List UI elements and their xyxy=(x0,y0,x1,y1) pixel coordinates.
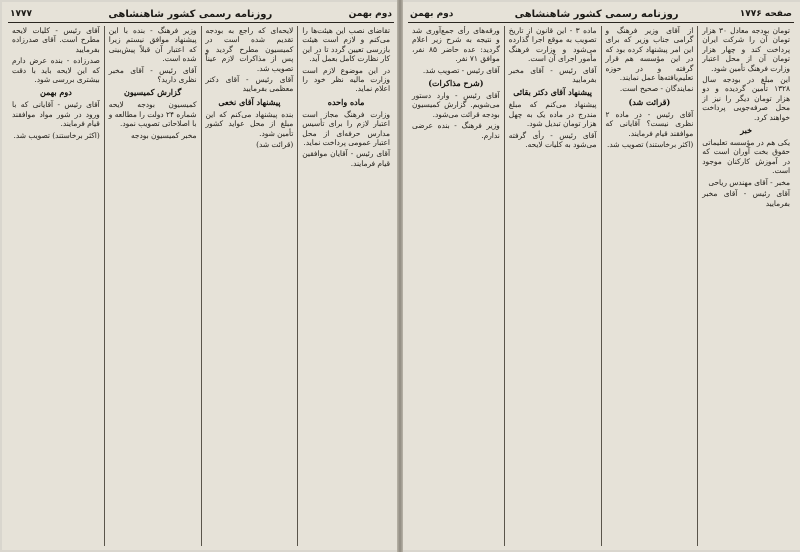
text-paragraph: صدرزاده - بنده عرض دارم که این لایحه باید با دقت بیشتری بررسی شود. xyxy=(12,56,100,85)
section-heading: خبر xyxy=(740,125,753,136)
text-paragraph: آقای رئیس - آقایانی که با ورود در شور مواد موافقند قیام فرمایند. xyxy=(12,100,100,129)
text-paragraph: آقای رئیس - در ماده ۲ نظری نیست؟ آقایانی که موافقند قیام فرمایند. xyxy=(605,109,694,138)
right-page-header xyxy=(408,6,794,23)
left-page-title: روزنامه رسمی کشور شاهنشاهی xyxy=(108,8,273,20)
text-paragraph: آقای رئیس - وارد دستور می‌شویم. گزارش کمیسیون بودجه قرائت می‌شود. xyxy=(412,91,500,119)
right-col-1 xyxy=(697,26,794,546)
text-paragraph: لایحه‌ای که راجع به بودجه تقدیم شده است در کمیسیون مطرح گردید و پس از مذاکرات لازم عیناً تصویب شد. xyxy=(205,26,294,73)
text-paragraph: تومان بودجه معادل ۳۰ هزار تومان آن را شرکت ایران پرداخت کند و چهار هزار تومان آن از محل اعتبار وزارت فرهنگ تأمین شود. xyxy=(702,26,790,73)
text-paragraph: مخبر - آقای مهندس ریاحی xyxy=(708,177,790,187)
text-paragraph: بنده پیشنهاد می‌کنم که این مبلغ از محل عواید کشور تأمین شود. xyxy=(205,109,294,138)
right-col-4 xyxy=(408,26,504,546)
text-paragraph: آقای رئیس - تصویب شد. xyxy=(422,65,500,75)
right-col-3 xyxy=(504,26,601,546)
text-paragraph: آقای رئیس - آقای مخبر نظری دارید؟ xyxy=(108,65,197,85)
section-heading: پیشنهاد آقای دکتر بقائی xyxy=(513,87,593,98)
text-paragraph: در این موضوع لازم است وزارت مالیه نظر خود را اعلام نماید. xyxy=(302,65,390,94)
text-paragraph: وزارت فرهنگ مجاز است اعتبار لازم را برای تأسیس مدارس حرفه‌ای از محل اعتبار عمومی پرداخت نماید. xyxy=(302,109,390,148)
text-paragraph: آقای رئیس - آقای دکتر معظمی بفرمایید xyxy=(205,75,294,94)
section-heading: دوم بهمن xyxy=(39,87,72,98)
text-paragraph: آقای رئیس - کلیات لایحه مطرح است. آقای صدرزاده بفرمایید xyxy=(12,26,100,54)
right-page-date: دوم بهمن xyxy=(410,9,454,19)
section-heading: (شرح مذاکرات) xyxy=(428,78,484,89)
section-heading: گزارش کمیسیون xyxy=(123,87,182,98)
right-col-2 xyxy=(601,26,698,546)
left-page-header xyxy=(8,6,394,23)
text-paragraph: (قرائت شد) xyxy=(256,140,294,150)
left-col-4 xyxy=(8,26,104,546)
text-paragraph: مخبر کمیسیون بودجه xyxy=(130,130,197,140)
left-page-number: ۱۷۷۷ xyxy=(10,9,32,19)
left-page-columns xyxy=(8,26,394,546)
text-paragraph: تقاضای نصب این هیئت‌ها را می‌کنم و لازم است هیئت بازرسی تعیین گردد تا در این کار نظارت کامل بعمل آید. xyxy=(302,26,390,64)
text-paragraph: یکی هم در مؤسسه تعلیماتی حقوق بخت آوران است که در آموزش کارکنان موجود است. xyxy=(702,138,790,176)
text-paragraph: نمایندگان - صحیح است. xyxy=(619,84,694,94)
text-paragraph: (اکثر برخاستند) تصویب شد. xyxy=(607,140,694,150)
text-paragraph: ورقه‌های رأی جمع‌آوری شد و نتیجه به شرح زیر اعلام گردید: عده حاضر ۸۵ نفر، موافق ۷۱ نفر. xyxy=(412,26,500,64)
section-heading: پیشنهاد آقای نخعی xyxy=(218,96,281,107)
left-col-3 xyxy=(104,26,201,546)
left-col-1 xyxy=(297,26,394,546)
page-gutter xyxy=(397,0,403,552)
text-paragraph: وزیر فرهنگ - بنده عرضی ندارم. xyxy=(412,121,500,140)
text-paragraph: آقای رئیس - آقایان موافقین قیام فرمایند. xyxy=(302,149,390,168)
text-paragraph: آقای رئیس - آقای مخبر بفرمایید xyxy=(702,189,790,208)
right-page xyxy=(402,2,800,550)
text-paragraph: آقای رئیس - رأی گرفته می‌شود به کلیات لایحه. xyxy=(508,130,597,150)
section-heading: (قرائت شد) xyxy=(628,96,671,107)
text-paragraph: آقای رئیس - آقای مخبر بفرمایید xyxy=(508,65,597,85)
text-paragraph: از آقای وزیر فرهنگ و گرامی جناب وزیر که برای این امر پیشنهاد کرده بود که در این مؤسسه هم قرار گرفته و در حوزه تعلیم‌یافته‌ها عمل نمایند. xyxy=(605,26,694,83)
left-page xyxy=(2,2,400,550)
right-page-number: صفحه ۱۷۷۶ xyxy=(739,9,792,19)
text-paragraph: کمیسیون بودجه لایحه شماره ۲۴ دولت را مطالعه و با اصلاحاتی تصویب نمود. xyxy=(108,100,197,129)
left-page-date: دوم بهمن xyxy=(348,9,392,19)
text-paragraph: پیشنهاد می‌کنم که مبلغ مندرج در ماده یک به چهل هزار تومان تبدیل شود. xyxy=(508,100,597,129)
text-paragraph: وزیر فرهنگ - بنده با این پیشنهاد موافق نیستم زیرا که اعتبار آن قبلاً پیش‌بینی شده است. xyxy=(108,26,197,64)
right-page-columns xyxy=(408,26,794,546)
text-paragraph: (اکثر برخاستند) تصویب شد. xyxy=(13,130,100,140)
left-col-2 xyxy=(201,26,298,546)
text-paragraph: این مبلغ در بودجه سال ۱۳۲۸ تأمین گردیده و دو هزار تومان دیگر را نیز از محل صرفه‌جویی پرداخت خواهند کرد. xyxy=(702,75,790,122)
section-heading: ماده واحده xyxy=(327,96,365,107)
right-page-title: روزنامه رسمی کشور شاهنشاهی xyxy=(514,8,679,20)
text-paragraph: ماده ۳ - این قانون از تاریخ تصویب به موقع اجرا گذارده می‌شود و وزارت فرهنگ مأمور اجرای آن است. xyxy=(508,26,597,64)
